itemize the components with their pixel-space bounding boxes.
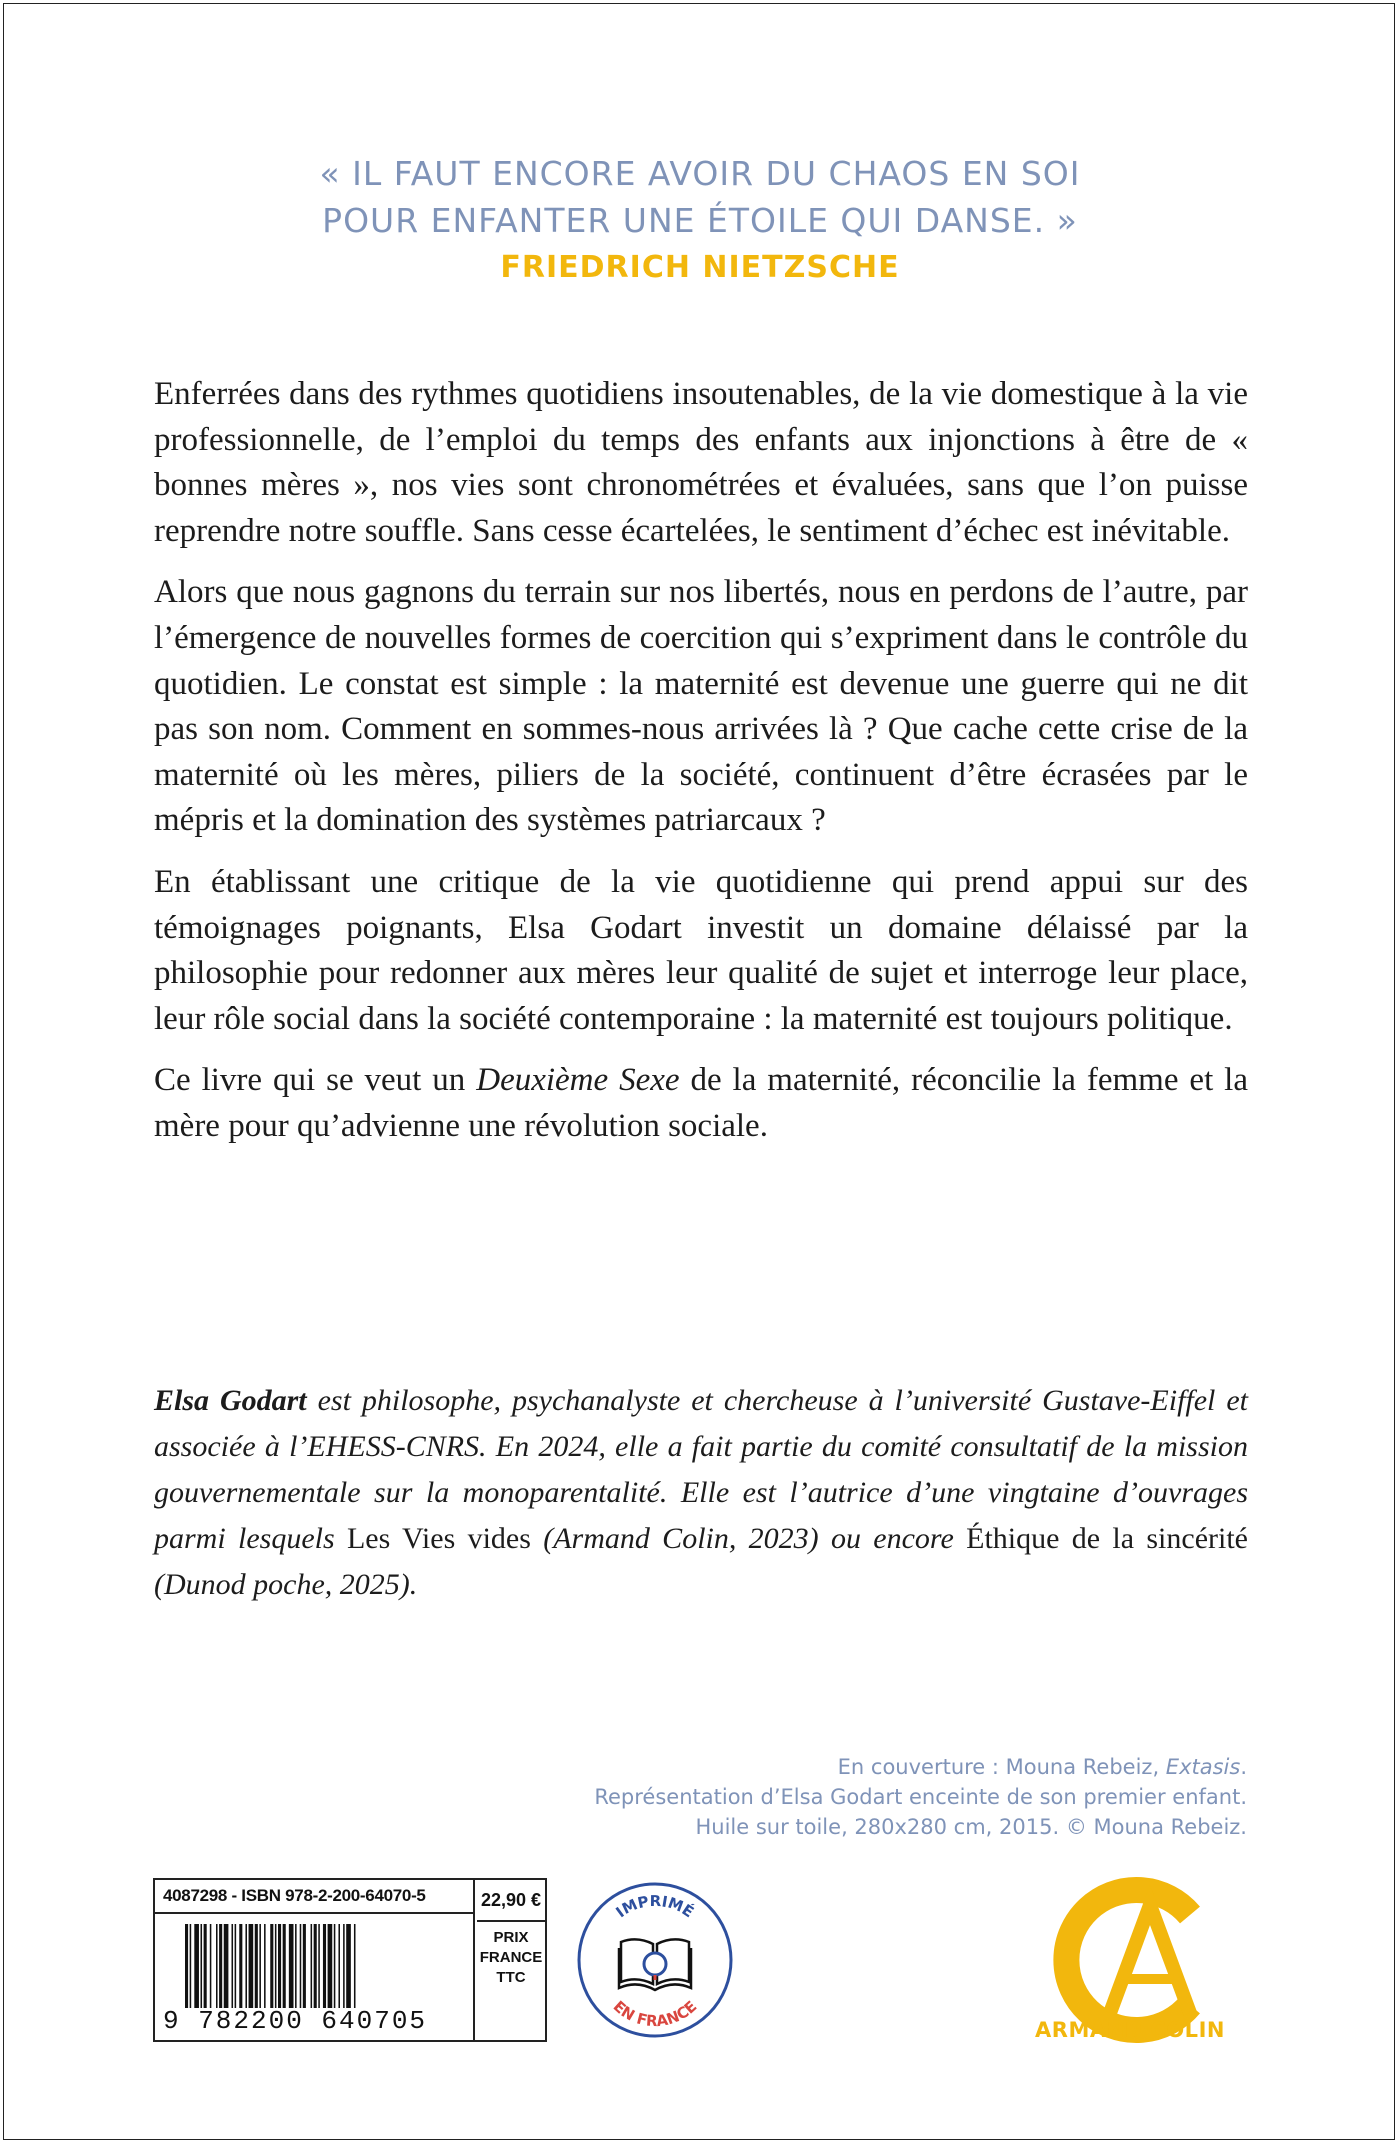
barcode-bars [185,1924,463,2008]
barcode-bar [235,1924,237,2008]
credit-prefix: En couverture : Mouna Rebeiz, [837,1755,1166,1779]
barcode-bar [328,1924,333,2008]
cover-credit [347,1752,1247,1842]
barcode-divider [473,1880,475,2040]
bio-book-2: Éthique de la sincérité [966,1522,1248,1555]
barcode-bar [245,1924,247,2008]
author-bio [154,1378,1248,1608]
barcode-bar [318,1924,320,2008]
barcode-bar [354,1924,356,2008]
barcode-bar [314,1924,317,2008]
barcode-bar [283,1924,286,2008]
blurb-paragraph-1: Enferrées dans des rythmes quotidiens insoutenables, de la vie domestique à la vie professionnelle, de l’emploi du temps des enfants aux injonctions à être de « bonnes mères », nos vies sont chronométrées et évaluées, sans que l’on puisse reprendre notre souffle. Sans cesse écartelées, le sentiment d’échec est inévitable. [154,376,1248,549]
bio-text-3: (Dunod poche, 2025). [154,1568,418,1601]
barcode-bar [259,1924,261,2008]
credit-artwork-title: Extasis [1165,1755,1241,1779]
logo-a-shape [1110,1905,1190,2013]
barcode-bar [311,1924,313,2008]
epigraph-line-1: « IL FAUT ENCORE AVOIR DU CHAOS EN SOI [319,154,1081,193]
barcode-bar [210,1924,212,2008]
barcode-bar [224,1924,229,2008]
back-cover-blurb [154,372,1248,1166]
publisher-name: ARMAND COLIN [1035,2018,1225,2042]
barcode-bar [201,1924,203,2008]
barcode-bar [334,1924,336,2008]
credit-line-2: Représentation d’Elsa Godart enceinte de son premier enfant. [594,1785,1247,1809]
blurb-p4-before: Ce livre qui se veut un [154,1062,477,1099]
barcode-bar [194,1924,199,2008]
barcode-bar [270,1924,273,2008]
epigraph-quote [0,150,1400,244]
barcode-bar [255,1924,258,2008]
barcode-bar [346,1924,351,2008]
price: 22,90 € [477,1880,545,1922]
epigraph-line-2: POUR ENFANTER UNE ÉTOILE QUI DANSE. » [322,201,1078,240]
credit-suffix: . [1240,1755,1247,1779]
price-label-line-1: PRIX [493,1929,529,1946]
barcode-digits: 9 782200 640705 [163,2006,428,2036]
blurb-paragraph-2: Alors que nous gagnons du terrain sur nos libertés, nous en perdons de l’autre, par l’émergence de nouvelles formes de coercition qui s’expriment dans le contrôle du quotidien. Le constat est simple : la maternité est devenue une guerre qui ne dit pas son nom. Comment en sommes-nous arrivées là ? Que cache cette crise de la maternité où les mères, piliers de la société, continuent d’être écrasées par le mépris et la domination des systèmes patriarcaux ? [154,574,1248,839]
bio-text-1: est philosophe, psychanalyste et chercheuse à l’université Gustave-Eiffel et associée à l’EHESS-CNRS. En 2024, elle a fait partie du comité consultatif de la mission gouvernementale sur la monoparentalité. Elle est l’autrice d’une vingtaine d’ouvrages parmi lesquels [154,1384,1248,1555]
barcode-bar [303,1924,306,2008]
barcode-bar [295,1924,297,2008]
barcode-bar [264,1924,266,2008]
barcode-bar [239,1924,242,2008]
credit-line-3: Huile sur toile, 280x280 cm, 2015. © Mouna Rebeiz. [695,1815,1247,1839]
barcode-bar [289,1924,294,2008]
credit-line-1 [347,1752,1247,1782]
barcode-bar [275,1924,277,2008]
barcode-bar [300,1924,302,2008]
blurb-paragraph-4 [154,1058,1248,1149]
barcode-bar [343,1924,345,2008]
barcode-bar [249,1924,254,2008]
location-pin-icon [644,1953,666,1980]
isbn-line: 4087298 - ISBN 978-2-200-64070-5 [155,1880,473,1914]
barcode-bar [216,1924,218,2008]
barcode-bar [278,1924,281,2008]
seal-bottom-text: EN FRANCE [609,1997,701,2031]
blurb-paragraph-3: En établissant une critique de la vie quotidienne qui prend appui sur des témoignages poignants, Elsa Godart investit un domaine délaissé par la philosophie pour redonner aux mères leur qualité de sujet et interroge leur place, leur rôle social dans la société contemporaine : la maternité est toujours politique. [154,863,1248,1037]
price-label-line-3: TTC [496,1969,526,1986]
author-name: Elsa Godart [154,1384,307,1417]
price-label [477,1928,545,1988]
barcode-bar [219,1924,222,2008]
epigraph-author: FRIEDRICH NIETZSCHE [500,250,900,285]
bio-book-1: Les Vies vides [346,1522,531,1555]
imprime-en-france-seal [575,1880,735,2040]
barcode-bar [323,1924,326,2008]
blurb-p4-title: Deuxième Sexe [476,1062,680,1099]
barcode-bar [232,1924,234,2008]
barcode-bar [204,1924,207,2008]
blurb-p4-after: de la maternité, réconcilie la femme et la mère pour qu’advienne une révolution sociale. [154,1062,1248,1144]
barcode-box [153,1878,547,2042]
barcode-bar [185,1924,188,2008]
bio-text-2: (Armand Colin, 2023) ou encore [530,1522,967,1555]
price-label-line-2: FRANCE [479,1949,543,1966]
barcode-bar [190,1924,192,2008]
seal-top-text: IMPRIMÉ [612,1891,698,1922]
barcode-bar [338,1924,340,2008]
